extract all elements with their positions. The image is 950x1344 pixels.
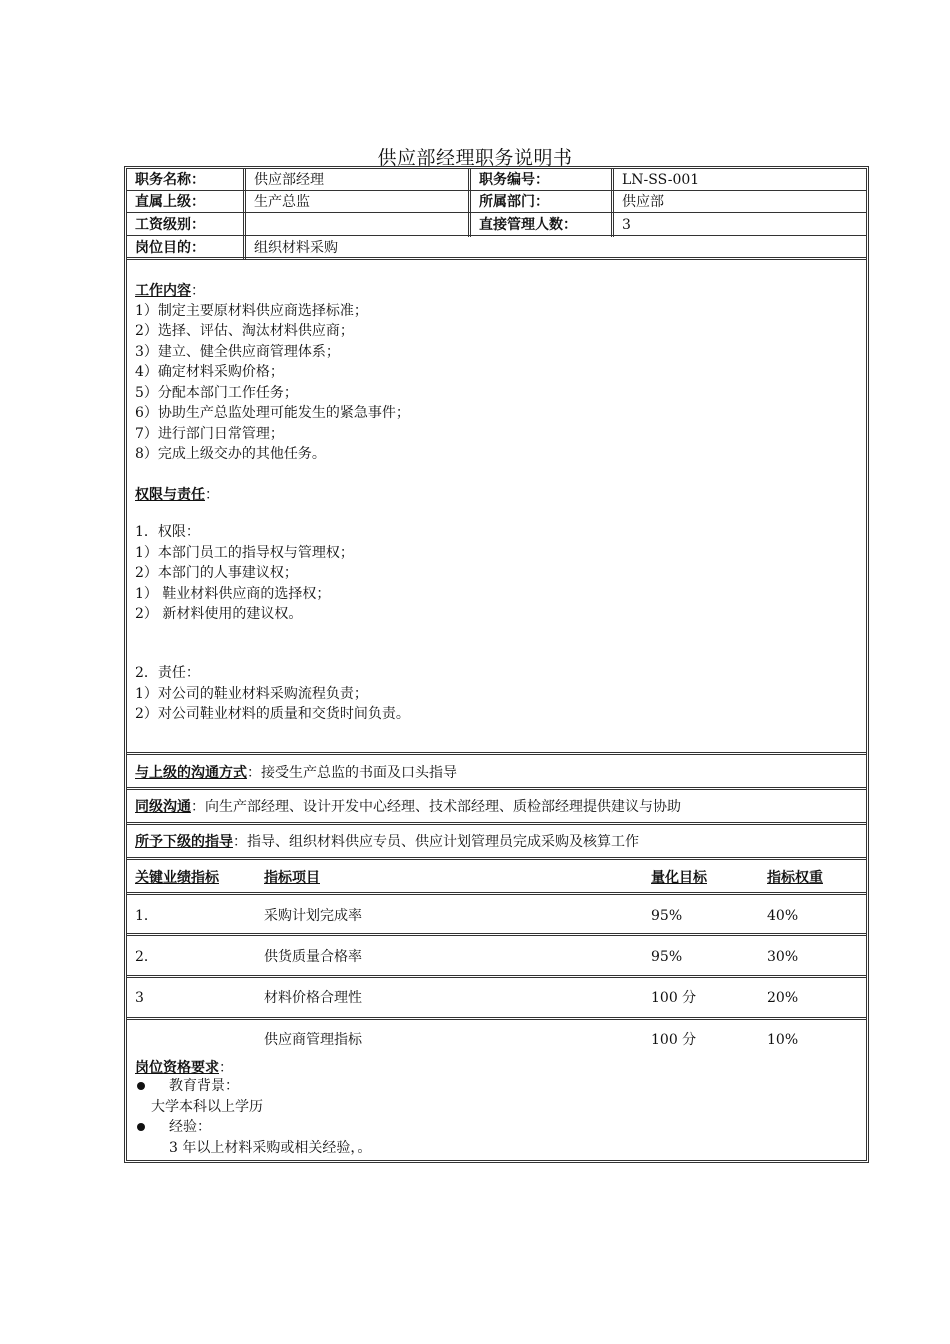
kpi-row-4-item: 供应商管理指标: [264, 1032, 362, 1048]
list-item: 1）本部门员工的指导权与管理权；: [135, 545, 354, 561]
dept-value: 供应部: [622, 194, 664, 210]
experience-label: 经验：: [169, 1119, 211, 1135]
kpi-header-item: 指标项目: [264, 870, 320, 886]
lower-guidance: 所予下级的指导：指导、组织材料供应专员、供应计划管理员完成采购及核算工作: [135, 834, 639, 850]
education-label: 教育背景：: [169, 1078, 239, 1094]
work-heading: 工作内容：: [135, 283, 205, 299]
kpi-header-indicator: 关键业绩指标: [135, 870, 219, 886]
kpi-row-1-weight: 40%: [767, 908, 799, 924]
kpi-row-1-item: 采购计划完成率: [264, 908, 362, 924]
row-divider: [127, 933, 866, 936]
list-item: 4）确定材料采购价格；: [135, 364, 284, 380]
row-divider: [127, 975, 866, 978]
bullet-icon: [137, 1082, 145, 1090]
list-item: 2）对公司鞋业材料的质量和交货时间负责。: [135, 706, 410, 722]
purpose-label: 岗位目的：: [135, 240, 205, 256]
peer-communication: 同级沟通：向生产部经理、设计开发中心经理、技术部经理、质检部经理提供建议与协助: [135, 799, 681, 815]
superior-value: 生产总监: [254, 194, 310, 210]
dept-label: 所属部门：: [479, 194, 549, 210]
kpi-row-4-target: 100 分: [651, 1032, 697, 1048]
row-divider: [127, 190, 866, 191]
kpi-row-2-target: 95%: [651, 949, 683, 965]
page-title: 供应部经理职务说明书: [377, 147, 573, 169]
kpi-row-2-weight: 30%: [767, 949, 799, 965]
reports-label: 直接管理人数：: [479, 217, 577, 233]
duties-title: 2．责任：: [135, 665, 200, 681]
purpose-value: 组织材料采购: [254, 240, 338, 256]
list-item: 6）协助生产总监处理可能发生的紧急事件；: [135, 405, 410, 421]
reports-value: 3: [622, 217, 631, 233]
col-divider: [243, 169, 246, 259]
kpi-row-1-no: 1．: [135, 908, 158, 924]
qualification-heading: 岗位资格要求：: [135, 1060, 233, 1076]
row-divider: [127, 257, 866, 260]
job-title-label: 职务名称：: [135, 172, 205, 188]
salary-label: 工资级别：: [135, 217, 205, 233]
col-divider: [611, 169, 614, 237]
kpi-row-2-no: 2．: [135, 949, 158, 965]
kpi-row-3-item: 材料价格合理性: [264, 990, 362, 1006]
list-item: 7）进行部门日常管理；: [135, 426, 284, 442]
row-divider: [127, 892, 866, 895]
list-item: 8）完成上级交办的其他任务。: [135, 446, 326, 462]
row-divider: [127, 857, 866, 860]
job-description-table: [124, 166, 869, 1163]
bullet-icon: [137, 1123, 145, 1131]
list-item: 1）制定主要原材料供应商选择标准；: [135, 303, 368, 319]
kpi-row-1-target: 95%: [651, 908, 683, 924]
row-divider: [127, 235, 866, 236]
row-divider: [127, 1017, 866, 1020]
row-divider: [127, 752, 866, 755]
col-divider: [468, 169, 471, 237]
list-item: 5）分配本部门工作任务；: [135, 385, 298, 401]
row-divider: [127, 787, 866, 790]
kpi-row-3-weight: 20%: [767, 990, 799, 1006]
kpi-row-4-weight: 10%: [767, 1032, 799, 1048]
rights-title: 1．权限：: [135, 524, 200, 540]
kpi-header-target: 量化目标: [651, 870, 707, 886]
job-code-value: LN-SS-001: [622, 172, 700, 188]
list-item: 2） 新材料使用的建议权。: [135, 606, 303, 622]
kpi-header-weight: 指标权重: [767, 870, 823, 886]
authority-heading: 权限与责任：: [135, 487, 219, 503]
row-divider: [127, 212, 866, 213]
superior-label: 直属上级：: [135, 194, 205, 210]
experience-value: 3 年以上材料采购或相关经验，。: [169, 1140, 372, 1156]
list-item: 3）建立、健全供应商管理体系；: [135, 344, 340, 360]
job-title-value: 供应部经理: [254, 172, 324, 188]
upper-communication: 与上级的沟通方式：接受生产总监的书面及口头指导: [135, 765, 457, 781]
job-code-label: 职务编号：: [479, 172, 549, 188]
kpi-row-3-target: 100 分: [651, 990, 697, 1006]
kpi-row-2-item: 供货质量合格率: [264, 949, 362, 965]
list-item: 2）本部门的人事建议权；: [135, 565, 298, 581]
list-item: 1）对公司的鞋业材料采购流程负责；: [135, 686, 368, 702]
list-item: 1） 鞋业材料供应商的选择权；: [135, 586, 331, 602]
education-value: 大学本科以上学历: [151, 1099, 263, 1115]
row-divider: [127, 822, 866, 825]
kpi-row-3-no: 3: [135, 990, 144, 1006]
list-item: 2）选择、评估、淘汰材料供应商；: [135, 323, 354, 339]
